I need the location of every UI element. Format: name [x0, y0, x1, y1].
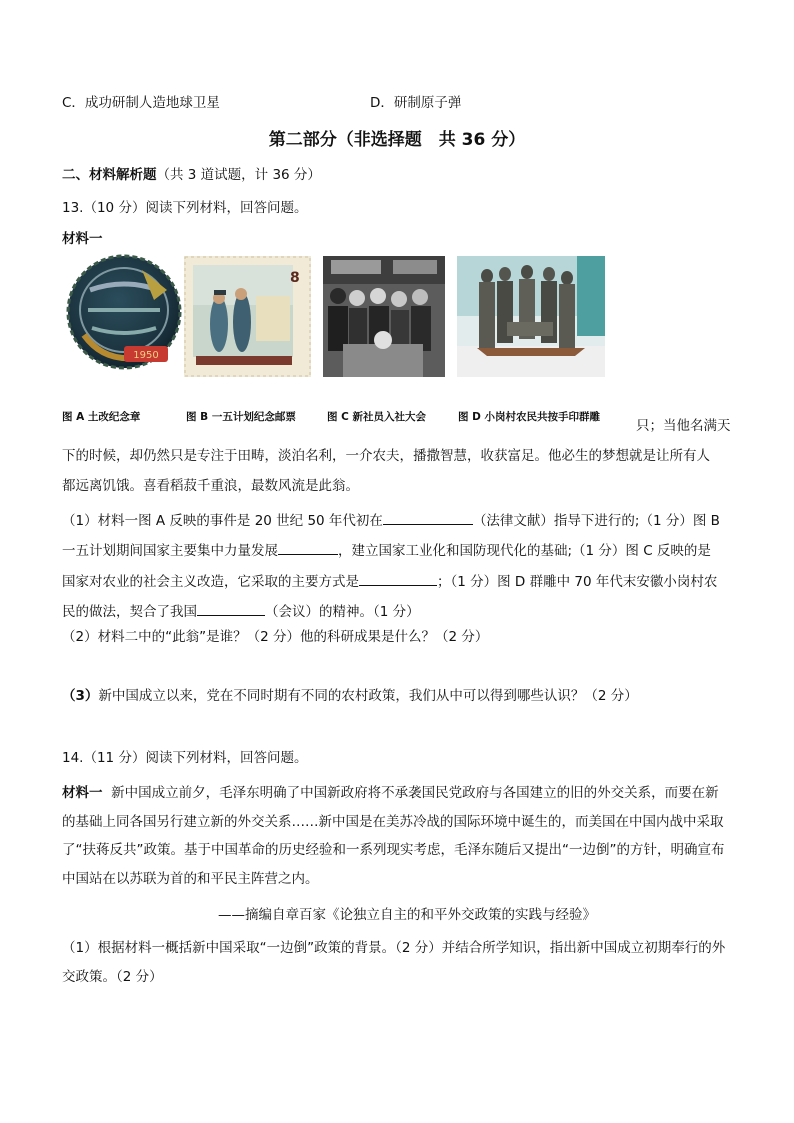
q13-part1-line3 — [62, 571, 717, 592]
caption-b: 图 B 一五计划纪念邮票 — [186, 411, 296, 423]
badge-year: 1950 — [133, 350, 159, 361]
section-label: 二、材料解析题 — [62, 167, 157, 183]
option-d: D．研制原子弹 — [370, 95, 462, 111]
meeting-photo-graphic — [323, 256, 445, 377]
material2-line3: 都远离饥饿。喜看稻菽千重浪，最数风流是此翁。 — [62, 478, 359, 494]
q14-material1 — [62, 779, 730, 893]
badge-graphic — [62, 250, 190, 375]
five-year-plan-stamp-image — [184, 256, 311, 377]
cooperative-meeting-photo — [323, 256, 445, 377]
q13-part3-text: 新中国成立以来，党在不同时期有不同的农村政策，我们从中可以得到哪些认识？（2 分） — [98, 688, 638, 704]
material2-fragment: 只；当他名满天 — [636, 418, 731, 434]
section-info: （共 3 道试题，计 36 分） — [156, 167, 321, 183]
section-heading — [62, 165, 321, 185]
material2-line2: 下的时候，却仍然只是专注于田畴，淡泊名利，一介农夫，播撒智慧，收获富足。他必生的梦想就是让所有人 — [62, 448, 710, 464]
q13-part1-text-g: 民的做法，契合了我国 — [62, 604, 197, 620]
q13-part1-text-f: ；（1 分）图 D 群雕中 70 年代末安徽小岗村农 — [437, 574, 718, 590]
q13-part1-line1 — [62, 510, 720, 531]
q13-part2: （2）材料二中的“此翁”是谁？（2 分）他的科研成果是什么？（2 分） — [62, 629, 489, 645]
q13-part1-text-c: 一五计划期间国家主要集中力量发展 — [62, 543, 278, 559]
q13-part1-text-b: （法律文献）指导下进行的;（1 分）图 B — [472, 513, 720, 529]
option-c: C．成功研制人造地球卫星 — [62, 95, 220, 111]
answer-blank-3[interactable] — [359, 571, 437, 586]
q13-part3-number: （3） — [62, 688, 99, 704]
caption-d: 图 D 小岗村农民共按手印群雕 — [458, 411, 601, 423]
answer-blank-4[interactable] — [197, 601, 265, 616]
q13-part1-text-h: （会议）的精神。（1 分） — [265, 604, 420, 620]
q13-part1-text-d: ，建立国家工业化和国防现代化的基础;（1 分）图 C 反映的是 — [338, 543, 711, 559]
caption-c: 图 C 新社员入社大会 — [327, 411, 427, 423]
part-title: 第二部分（非选择题 共 36 分） — [268, 130, 526, 150]
sculpture-graphic — [457, 256, 605, 377]
answer-blank-1[interactable] — [383, 510, 473, 525]
q14-source: ——摘编自章百家《论独立自主的和平外交政策的实践与经验》 — [218, 907, 596, 923]
q14-intro: 14.（11 分）阅读下列材料，回答问题。 — [62, 750, 308, 766]
q13-material1-label: 材料一 — [62, 231, 103, 247]
answer-blank-2[interactable] — [278, 540, 338, 555]
land-reform-badge-image — [62, 250, 190, 375]
caption-a: 图 A 土改纪念章 — [62, 411, 141, 423]
q13-part1-text-e: 国家对农业的社会主义改造，它采取的主要方式是 — [62, 574, 359, 590]
q14-material1-text: 新中国成立前夕，毛泽东明确了中国新政府将不承袭国民党政府与各国建立的旧的外交关系，而要在新的基础上同各国另行建立新的外交关系……新中国是在美苏冷战的国际环境中诞生的，而美国在中国内战中采取了“扶蒋反共”政策。基于中国革命的历史经验和一系列现实考虑，毛泽东随后又提出“一边倒”的方针，明确宣布中国站在以苏联为首的和平民主阵营之内。 — [62, 785, 725, 887]
xiaogang-sculpture-photo — [457, 256, 605, 377]
q14-part1: （1）根据材料一概括新中国采取“一边倒”政策的背景。（2 分）并结合所学知识，指出新中国成立初期奉行的外交政策。（2 分） — [62, 940, 726, 985]
stamp-graphic — [184, 256, 311, 377]
stamp-value: 8 — [290, 270, 300, 286]
q13-part1-line2 — [62, 540, 711, 561]
q14-material1-label: 材料一 — [62, 785, 103, 801]
q13-part3 — [62, 686, 638, 706]
q13-part1-line4 — [62, 601, 420, 622]
q13-intro: 13.（10 分）阅读下列材料，回答问题。 — [62, 200, 308, 216]
q13-part1-text-a: （1）材料一图 A 反映的事件是 20 世纪 50 年代初在 — [62, 513, 383, 529]
